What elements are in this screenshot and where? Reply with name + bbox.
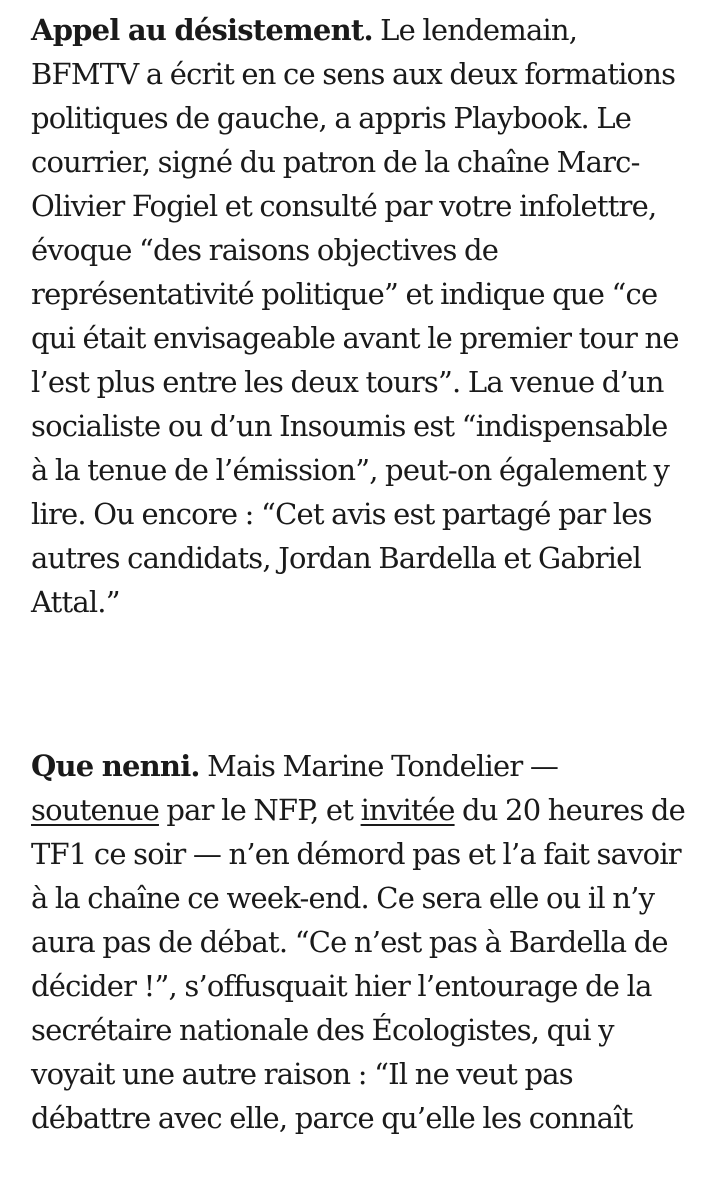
paragraph-1-line: évoque “des raisons objectives de: [31, 233, 499, 267]
paragraph-1-line: courrier, signé du patron de la chaîne Marc-: [31, 145, 640, 179]
paragraph-1-line: représentativité politique” et indique que “ce: [31, 277, 658, 311]
paragraph-2-line: secrétaire nationale des Écologistes, qui y: [31, 1013, 614, 1047]
paragraph-1-line: lire. Ou encore : “Cet avis est partagé par les: [31, 497, 652, 531]
paragraph-2-line: à la chaîne ce week-end. Ce sera elle ou il n’y: [31, 881, 655, 915]
paragraph-2-line-text: Mais Marine Tondelier —: [199, 749, 559, 783]
paragraph-2-line: [31, 788, 685, 832]
paragraph-1-line: [31, 8, 679, 52]
paragraph-2-line: voyait une autre raison : “Il ne veut pas: [31, 1057, 573, 1091]
paragraph-1-line: qui était envisageable avant le premier tour ne: [31, 321, 679, 355]
paragraph-1-line: socialiste ou d’un Insoumis est “indispensable: [31, 409, 668, 443]
paragraph-1-line: Attal.”: [31, 585, 120, 619]
paragraph-1-line: l’est plus entre les deux tours”. La venue d’un: [31, 365, 664, 399]
paragraph-1-line: à la tenue de l’émission”, peut-on également y: [31, 453, 670, 487]
paragraph-2-line-text: par le NFP, et: [158, 793, 361, 827]
paragraph-2-line: décider !”, s’offusquait hier l’entourage de la: [31, 969, 652, 1003]
paragraph-2-line: [31, 744, 685, 788]
paragraph-2-line-text: du 20 heures de: [454, 793, 685, 827]
paragraph-2-line: TF1 ce soir — n’en démord pas et l’a fait savoir: [31, 837, 681, 871]
paragraph-1-line: autres candidats, Jordan Bardella et Gabriel: [31, 541, 641, 575]
paragraph-1-lead: Appel au désistement.: [31, 13, 373, 47]
paragraph-1-line: BFMTV a écrit en ce sens aux deux formations: [31, 57, 676, 91]
soutenue-link[interactable]: soutenue: [31, 793, 159, 827]
paragraph-1-line-text: Le lendemain,: [372, 13, 578, 47]
paragraph-1-line: politiques de gauche, a appris Playbook. Le: [31, 101, 632, 135]
invitee-link[interactable]: invitée: [360, 793, 455, 827]
paragraph-2-line: débattre avec elle, parce qu’elle les connaît: [31, 1101, 633, 1135]
paragraph-2-line: aura pas de débat. “Ce n’est pas à Bardella de: [31, 925, 668, 959]
paragraph-2-lead: Que nenni.: [31, 749, 200, 783]
paragraph-1-line: Olivier Fogiel et consulté par votre infolettre,: [31, 189, 657, 223]
paragraph-1: [31, 8, 679, 624]
paragraph-2: [31, 744, 685, 1140]
